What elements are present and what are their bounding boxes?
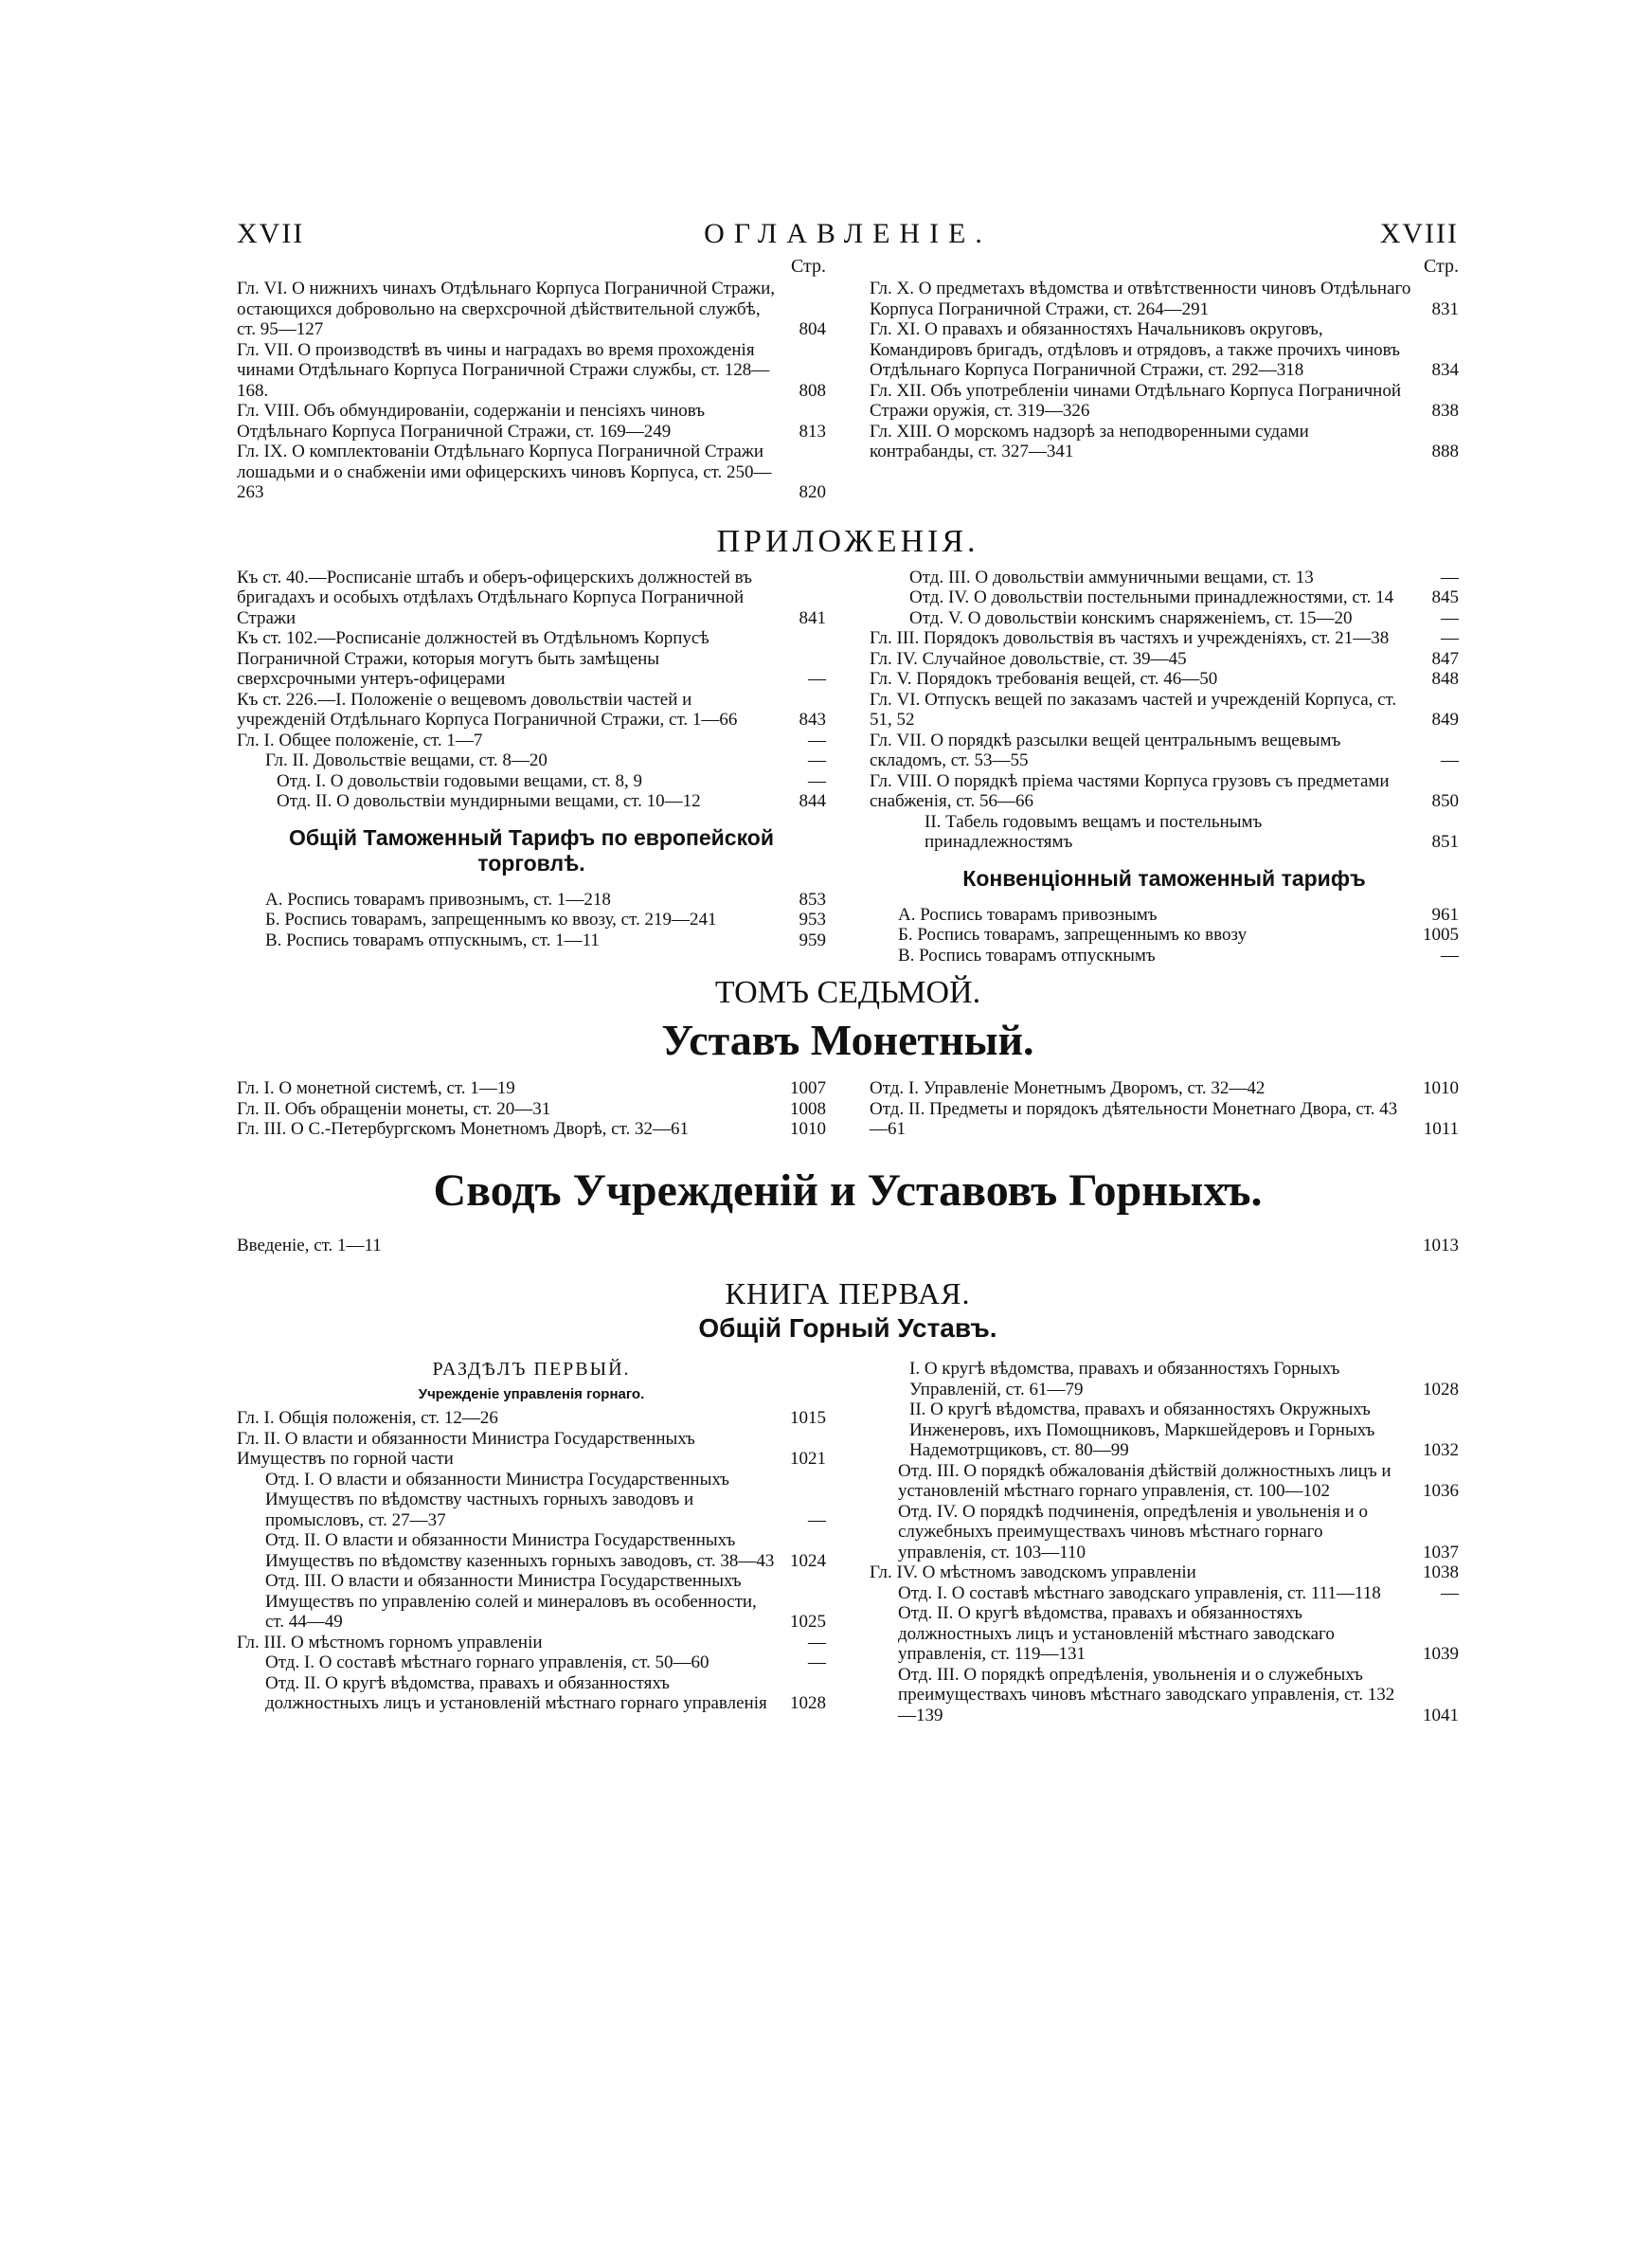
toc-entry: [870, 946, 1459, 966]
conventional-tariff-heading: Конвенціонный таможенный тарифъ: [962, 865, 1366, 891]
toc-entry: [870, 1665, 1459, 1726]
toc-entry: [237, 1571, 826, 1633]
entry-page: 1024: [790, 1550, 826, 1571]
entry-title: Гл. II. Объ обращеніи монеты, ст. 20—31: [237, 1098, 551, 1119]
toc-entry: [870, 1399, 1459, 1461]
entry-page: 1037: [1423, 1542, 1459, 1562]
page-number-right: XVIII: [1379, 218, 1459, 249]
entry-page: 804: [799, 319, 826, 339]
entry-title: Гл. VIII. О порядкѣ пріема частями Корпуса грузовъ съ предметами снабженія, ст. 56—66: [870, 770, 1390, 811]
entry-title: Отд. III. О власти и обязанности Министра Государственныхъ Имуществъ по управленію солей и минераловъ въ особенности, ст. 44—49: [265, 1571, 757, 1632]
entry-page: 888: [1431, 442, 1459, 461]
entry-page: 820: [799, 482, 826, 502]
toc-entry: [237, 1470, 826, 1531]
toc-entry: [237, 750, 826, 771]
toc-entry: [237, 568, 826, 629]
toc-entry: [870, 649, 1459, 670]
toc-entry: [237, 1408, 826, 1429]
entry-title: А. Роспись товарамъ привознымъ, ст. 1—218: [265, 889, 611, 910]
appendices-section: [237, 568, 1459, 966]
toc-entry: [870, 568, 1459, 588]
entry-page: 841: [799, 607, 826, 628]
appendices-left-column: [237, 568, 826, 966]
entry-page: 844: [799, 791, 826, 811]
entry-title: Гл. XII. Объ употребленіи чинами Отдѣльнаго Корпуса Пограничной Стражи оружія, ст. 319—326: [870, 380, 1402, 421]
entry-page: 847: [1431, 648, 1459, 669]
entry-title: Отд. I. О власти и обязанности Министра Государственныхъ Имуществъ по вѣдомству частныхъ горныхъ заводовъ и промысловъ, ст. 27—37: [265, 1469, 729, 1530]
toc-entry: [237, 1099, 826, 1120]
entry-title: Гл. VII. О порядкѣ разсылки вещей центральнымъ вещевымъ складомъ, ст. 53—55: [870, 730, 1341, 770]
toc-entry: [237, 1633, 826, 1653]
entry-page: 1010: [790, 1119, 826, 1139]
toc-entry: [237, 401, 826, 442]
entry-page: 1008: [790, 1098, 826, 1119]
entry-title: Отд. IV. О довольствіи постельными принадлежностями, ст. 14: [909, 587, 1394, 607]
page-number-left: XVII: [237, 218, 305, 249]
entry-title: Къ ст. 102.—Росписаніе должностей въ Отдѣльномъ Корпусѣ Пограничной Стражи, которыя могутъ быть замѣщены сверхсрочными унтеръ-офицерами: [237, 628, 709, 689]
european-tariff-heading: Общій Таможенный Тарифъ по европейской торговлѣ.: [288, 824, 774, 876]
toc-entry: [870, 1502, 1459, 1563]
toc-entry: [870, 422, 1459, 462]
introduction-entry: [237, 1236, 1459, 1256]
entry-page: —: [1441, 567, 1459, 587]
entry-page: 851: [1431, 832, 1459, 852]
entry-title: Отд. I. О составѣ мѣстнаго горнаго управленія, ст. 50—60: [265, 1652, 709, 1672]
entry-page: 961: [1431, 904, 1459, 925]
entry-page: 850: [1431, 791, 1459, 811]
toc-entry: [237, 340, 826, 402]
coinage-left-column: [237, 1078, 826, 1140]
top-left-column: [237, 256, 826, 503]
entry-title: В. Роспись товарамъ отпускнымъ: [898, 945, 1156, 966]
entry-title: Б. Роспись товарамъ, запрещеннымъ ко ввозу: [898, 925, 1248, 945]
mining-left-column: [237, 1359, 826, 1725]
entry-page: 831: [1431, 298, 1459, 319]
toc-entry: [237, 1429, 826, 1470]
entry-title: Отд. I. Управленіе Монетнымъ Дворомъ, ст. 32—42: [870, 1078, 1266, 1098]
entry-title: Отд. I. О составѣ мѣстнаго заводскаго управленія, ст. 111—118: [898, 1582, 1381, 1603]
entry-title: В. Роспись товарамъ отпускнымъ, ст. 1—11: [265, 930, 600, 950]
entry-title: Гл. III. О мѣстномъ горномъ управленіи: [237, 1632, 543, 1652]
general-mining-statute-heading: Общій Горный Уставъ.: [698, 1313, 997, 1343]
entry-title: Отд. III. О порядкѣ обжалованія дѣйствій должностныхъ лицъ и установленій мѣстнаго горнаго управленія, ст. 100—102: [898, 1460, 1392, 1501]
entry-page: —: [808, 1632, 826, 1652]
entry-title: Отд. III. О порядкѣ опредѣленія, увольненія и о служебныхъ преимуществахъ чиновъ мѣстнаго заводскаго управленія, ст. 132—139: [898, 1664, 1395, 1725]
entry-title: Гл. II. Довольствіе вещами, ст. 8—20: [265, 750, 548, 770]
entry-title: Гл. IV. Случайное довольствіе, ст. 39—45: [870, 648, 1187, 669]
toc-entry: [870, 731, 1459, 771]
entry-page: 838: [1431, 401, 1459, 421]
toc-page: [237, 218, 1459, 1725]
toc-entry: [237, 279, 826, 340]
entry-title: Гл. I. Общія положенія, ст. 12—26: [237, 1408, 498, 1428]
entry-page: 845: [1431, 587, 1459, 607]
entry-page: 1041: [1423, 1705, 1459, 1725]
coinage-statute-heading: Уставъ Монетный.: [661, 1016, 1034, 1064]
entry-page: 1015: [790, 1408, 826, 1428]
toc-entry: [237, 442, 826, 503]
top-right-column: [870, 256, 1459, 503]
entry-title: Отд. II. О кругѣ вѣдомства, правахъ и обязанностяхъ должностныхъ лицъ и установленій мѣстнаго заводскаго управленія, ст. 119—131: [898, 1603, 1335, 1664]
toc-entry: [237, 890, 826, 911]
entry-title: Гл. I. О монетной системѣ, ст. 1—19: [237, 1078, 515, 1098]
toc-entry: [870, 1603, 1459, 1665]
book-heading: КНИГА ПЕРВАЯ.: [725, 1276, 971, 1310]
toc-entry: [237, 690, 826, 731]
entry-title: А. Роспись товарамъ привознымъ: [898, 904, 1158, 925]
entry-page: 1032: [1423, 1440, 1459, 1460]
entry-page: 1039: [1423, 1644, 1459, 1664]
entry-page: 813: [799, 421, 826, 442]
entry-title: Гл. XI. О правахъ и обязанностяхъ Начальниковъ округовъ, Командировъ бригадъ, отдѣловъ и отрядовъ, а также прочихъ чиновъ Отдѣльнаго Корпуса Пограничной Стражи, ст. 292—318: [870, 319, 1400, 380]
toc-entry: [870, 925, 1459, 946]
entry-page: 1005: [1423, 925, 1459, 945]
entry-page: 843: [799, 710, 826, 730]
toc-entry: [870, 905, 1459, 926]
toc-entry: [237, 910, 826, 930]
part-heading: РАЗДѢЛЪ ПЕРВЫЙ.: [432, 1359, 631, 1380]
toc-entry: [870, 1583, 1459, 1604]
toc-entry: [237, 1530, 826, 1571]
toc-entry: [870, 812, 1459, 853]
entry-title: Отд. II. О власти и обязанности Министра Государственныхъ Имуществъ по вѣдомству казенныхъ горныхъ заводовъ, ст. 38—43: [265, 1530, 775, 1571]
toc-entry: [870, 608, 1459, 629]
toc-entry: [870, 279, 1459, 319]
entry-page: —: [1441, 1582, 1459, 1603]
toc-entry: [237, 628, 826, 690]
entry-page: 1011: [1423, 1119, 1459, 1139]
entry-title: Гл. XIII. О морскомъ надзорѣ за неподворенными судами контрабанды, ст. 327—341: [870, 421, 1309, 461]
toc-entry: [870, 381, 1459, 422]
mining-section: [237, 1359, 1459, 1725]
entry-page: 1010: [1423, 1078, 1459, 1098]
entry-title: Отд. IV. О порядкѣ подчиненія, опредѣленія и увольненія и о служебныхъ преимуществахъ чиновъ мѣстнаго горнаго управленія, ст. 103—110: [898, 1501, 1368, 1562]
entry-title: Къ ст. 226.—I. Положеніе о вещевомъ довольствіи частей и учрежденій Отдѣльнаго Корпуса Пограничной Стражи, ст. 1—66: [237, 689, 738, 730]
coinage-right-column: [870, 1078, 1459, 1140]
entry-title: Отд. III. О довольствіи аммуничными вещами, ст. 13: [909, 567, 1314, 587]
entry-title: Отд. II. О кругѣ вѣдомства, правахъ и обязанностяхъ должностныхъ лицъ и установленій мѣстнаго горнаго управленія: [265, 1672, 767, 1713]
running-head: [237, 218, 1459, 256]
entry-page: 1013: [1423, 1235, 1459, 1255]
toc-entry: [870, 587, 1459, 608]
entry-page: 953: [799, 910, 826, 930]
entry-page: —: [1441, 945, 1459, 966]
entry-page: —: [808, 750, 826, 770]
entry-page: —: [808, 1509, 826, 1530]
appendices-heading: ПРИЛОЖЕНІЯ.: [716, 523, 979, 559]
entry-page: —: [1441, 607, 1459, 628]
entry-page: 1021: [790, 1449, 826, 1469]
entry-page: 808: [799, 380, 826, 401]
toc-entry: [870, 628, 1459, 649]
entry-page: —: [808, 770, 826, 791]
entry-title: I. О кругѣ вѣдомства, правахъ и обязанностяхъ Горныхъ Управленій, ст. 61—79: [909, 1359, 1340, 1399]
toc-entry: [237, 1078, 826, 1099]
entry-title: Гл. VIII. Объ обмундированіи, содержаніи и пенсіяхъ чиновъ Отдѣльнаго Корпуса Пограничной Стражи, ст. 169—249: [237, 401, 706, 442]
entry-page: 1025: [790, 1612, 826, 1632]
entry-title: Къ ст. 40.—Росписаніе штабъ и оберъ-офицерскихъ должностей въ бригадахъ и особыхъ отдѣлахъ Отдѣльнаго Корпуса Пограничной Стражи: [237, 567, 752, 628]
entry-page: 1036: [1423, 1481, 1459, 1501]
entry-title: Введеніе, ст. 1—11: [237, 1235, 382, 1255]
entry-title: Гл. II. О власти и обязанности Министра Государственныхъ Имуществъ по горной части: [237, 1428, 695, 1469]
coinage-section: [237, 1078, 1459, 1140]
toc-entry: [870, 1359, 1459, 1399]
entry-title: Гл. V. Порядокъ требованія вещей, ст. 46—50: [870, 669, 1218, 689]
entry-title: Гл. IV. О мѣстномъ заводскомъ управленіи: [870, 1562, 1196, 1582]
toc-entry: [237, 930, 826, 951]
toc-entry: [870, 1078, 1459, 1099]
toc-entry: [870, 1099, 1459, 1140]
entry-page: —: [808, 669, 826, 689]
mining-code-heading: Сводъ Учрежденій и Уставовъ Горныхъ.: [433, 1165, 1263, 1216]
entry-page: 1007: [790, 1078, 826, 1098]
entry-page: —: [808, 1652, 826, 1672]
entry-title: Гл. VI. Отпускъ вещей по заказамъ частей и учрежденій Корпуса, ст. 51, 52: [870, 689, 1397, 730]
entry-title: Гл. IX. О комплектованіи Отдѣльнаго Корпуса Пограничной Стражи лошадьми и о снабженіи ими офицерскихъ чиновъ Корпуса, ст. 250—263: [237, 442, 772, 502]
entry-title: II. Табель годовымъ вещамъ и постельнымъ принадлежностямъ: [925, 811, 1263, 852]
toc-entry: [237, 1673, 826, 1714]
running-head-title: ОГЛАВЛЕНІЕ.: [704, 218, 992, 249]
entry-page: 959: [799, 930, 826, 950]
toc-entry: [237, 1652, 826, 1673]
entry-title: Гл. I. Общее положеніе, ст. 1—7: [237, 730, 483, 750]
entry-title: Гл. X. О предметахъ вѣдомства и отвѣтственности чиновъ Отдѣльнаго Корпуса Пограничной Стражи, ст. 264—291: [870, 279, 1411, 319]
entry-page: 853: [799, 889, 826, 910]
entry-page: 834: [1431, 360, 1459, 380]
entry-title: Б. Роспись товарамъ, запрещеннымъ ко ввозу, ст. 219—241: [265, 910, 717, 930]
toc-entry: [237, 1119, 826, 1140]
entry-page: 848: [1431, 669, 1459, 689]
toc-entry: [870, 1562, 1459, 1583]
appendices-right-column: [870, 568, 1459, 966]
entry-title: Отд. II. О довольствіи мундирными вещами, ст. 10—12: [277, 791, 701, 811]
top-section: [237, 256, 1459, 503]
toc-entry: [237, 791, 826, 812]
entry-page: —: [808, 730, 826, 750]
toc-entry: [870, 690, 1459, 731]
entry-title: Гл. VII. О производствѣ въ чины и наградахъ во время прохожденія чинами Отдѣльнаго Корпуса Пограничной Стражи службы, ст. 128—168.: [237, 339, 770, 401]
entry-title: Отд. V. О довольствіи конскимъ снаряженіемъ, ст. 15—20: [909, 607, 1353, 628]
entry-page: 1038: [1423, 1562, 1459, 1582]
entry-page: 849: [1431, 710, 1459, 730]
entry-page: —: [1441, 628, 1459, 648]
entry-page: —: [1441, 750, 1459, 770]
toc-entry: [237, 731, 826, 751]
entry-title: II. О кругѣ вѣдомства, правахъ и обязанностяхъ Окружныхъ Инженеровъ, ихъ Помощниковъ, Маркшейдеровъ и Горныхъ Надемотрщиковъ, ст. 80—99: [909, 1399, 1375, 1460]
entry-title: Отд. II. Предметы и порядокъ дѣятельности Монетнаго Двора, ст. 43—61: [870, 1098, 1398, 1139]
toc-entry: [870, 319, 1459, 381]
entry-title: Гл. VI. О нижнихъ чинахъ Отдѣльнаго Корпуса Пограничной Стражи, остающихся добровольно на сверхсрочной дѣйствительной службѣ, ст. 95—127: [237, 279, 776, 339]
entry-page: 1028: [790, 1693, 826, 1713]
toc-entry: [870, 771, 1459, 812]
toc-entry: [870, 1461, 1459, 1502]
toc-entry: [237, 771, 826, 792]
page-col-label: Стр.: [790, 256, 826, 277]
entry-title: Отд. I. О довольствіи годовыми вещами, ст. 8, 9: [277, 770, 643, 791]
entry-title: Гл. III. О С.-Петербургскомъ Монетномъ Дворѣ, ст. 32—61: [237, 1119, 689, 1139]
toc-entry: [870, 669, 1459, 690]
establishment-heading: Учрежденіе управленія горнаго.: [418, 1386, 645, 1402]
entry-title: Гл. III. Порядокъ довольствія въ частяхъ и учрежденіяхъ, ст. 21—38: [870, 628, 1390, 648]
entry-page: 1028: [1423, 1379, 1459, 1399]
mining-right-column: [870, 1359, 1459, 1725]
volume-heading: ТОМЪ СЕДЬМОЙ.: [714, 975, 981, 1010]
page-col-label: Стр.: [1423, 256, 1459, 277]
